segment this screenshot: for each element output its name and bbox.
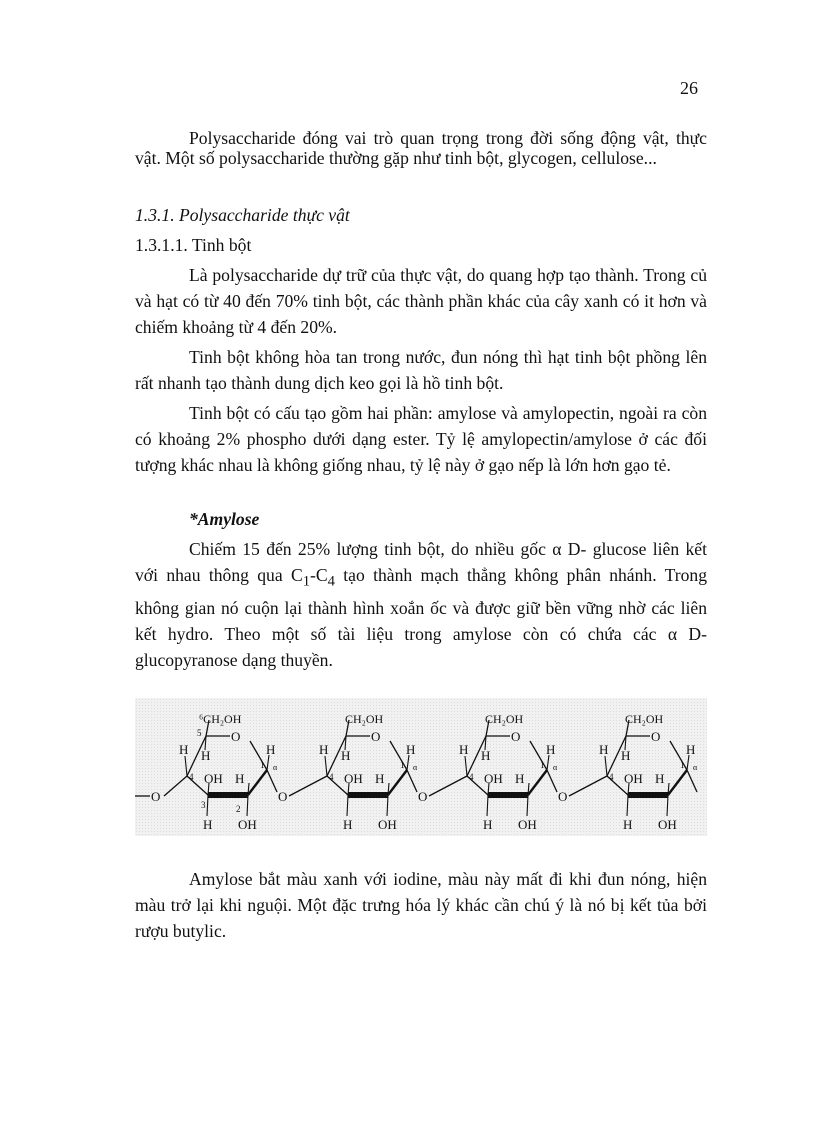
h-label: H [459,742,469,757]
carbon-4-label: 4 [329,772,334,782]
h-label: H [655,771,665,786]
h-label: H [235,771,245,786]
h-label: H [599,742,609,757]
chain-oxygen-label: O [151,789,161,804]
ring-oxygen-label: O [371,729,381,744]
h-label: H [546,742,556,757]
ch2oh-label: CH₂OH [485,712,524,726]
subscript-c1: 1 [302,573,311,590]
oh-label: OH [484,771,503,786]
h-label: H [623,817,633,832]
alpha-label: α [273,763,278,772]
oh-label: OH [344,771,363,786]
h-label: H [343,817,353,832]
glucose-unit-3 [429,712,567,832]
carbon-1-label: 1 [260,760,265,770]
h-label: H [375,771,385,786]
paragraph-iodine: Amylose bắt màu xanh với iodine, màu này mất đi khi đun nóng, hiện màu trở lại khi nguội. Một đặc trưng hóa lý khác cần chú ý là nó bị kết tủa bởi rượu butylic. [135,869,707,941]
h-label: H [483,817,493,832]
amylose-structure-figure [135,698,707,836]
h-label: H [203,817,213,832]
h-label: H [686,742,696,757]
carbon-4-label: 4 [469,772,474,782]
h-label: H [266,742,276,757]
ring-oxygen-label: O [651,729,661,744]
subscript-c4: 4 [327,573,335,590]
h-label: H [481,748,491,763]
oh-label: OH [204,771,223,786]
h-label: H [179,742,189,757]
section-title: 1.3.1. Polysaccharide thực vật [135,205,350,225]
amylose-heading: *Amylose [189,509,260,529]
glycosidic-oxygen-label: O [418,789,428,804]
ring-oxygen-label: O [231,729,241,744]
oh-label: OH [378,817,397,832]
h-label: H [319,742,329,757]
h-label: H [515,771,525,786]
subsection-title: 1.3.1.1. Tinh bột [135,235,252,255]
amylose-chain-diagram [135,698,707,836]
ch2oh-label: CH₂OH [625,712,664,726]
oh-label: OH [624,771,643,786]
carbon-1-label: 1 [400,760,405,770]
carbon-1-label: 1 [680,760,685,770]
paragraph-solubility: Tinh bột không hòa tan trong nước, đun nóng thì hạt tinh bột phồng lên rất nhanh tạo thành dung dịch keo gọi là hồ tinh bột. [135,347,707,393]
page-number: 26 [680,78,698,98]
h-label: H [621,748,631,763]
oh-label: OH [518,817,537,832]
paragraph-composition: Tinh bột có cấu tạo gồm hai phần: amylose và amylopectin, ngoài ra còn có khoảng 2% phospho dưới dạng ester. Tỷ lệ amylopectin/amylose ở các đối tượng khác nhau là không giống nhau, tỷ lệ này ở gạo nếp là lớn hơn gạo tẻ. [135,403,707,475]
glucose-unit-1 [179,712,287,832]
h-label: H [406,742,416,757]
intro-paragraph: Polysaccharide đóng vai trò quan trọng trong đời sống động vật, thực vật. Một số polysaccharide thường gặp như tinh bột, glycogen, cellulose... [135,128,707,168]
paragraph-storage: Là polysaccharide dự trữ của thực vật, do quang hợp tạo thành. Trong củ và hạt có từ 40 đến 70% tinh bột, các thành phần khác của cây xanh có it hơn và chiếm khoảng từ 4 đến 20%. [135,265,707,337]
glucose-unit-2 [289,712,427,832]
carbon-5-label: 5 [197,728,202,738]
h-label: H [201,748,211,763]
alpha-label: α [553,763,558,772]
carbon-2-label: 2 [236,804,241,814]
carbon-4-label: 4 [609,772,614,782]
carbon-4-label: 4 [189,772,194,782]
glucose-unit-4 [569,712,698,832]
glycosidic-oxygen-label: O [278,789,288,804]
oh-label: OH [238,817,257,832]
glycosidic-oxygen-label: O [558,789,568,804]
ch2oh-label: CH₂OH [345,712,384,726]
h-label: H [341,748,351,763]
carbon-3-label: 3 [201,800,206,810]
alpha-label: α [413,763,418,772]
paragraph-amylose: Chiếm 15 đến 25% lượng tinh bột, do nhiều gốc α D- glucose liên kết với nhau thông qua $C_1-C_4$ tạo thành mạch thẳng không phân nhánh. Trong không gian nó cuộn lại thành hình xoắn ốc và được giữ bền vững nhờ các liên kết hydro. Theo một số tài liệu trong amylose còn có chứa các α D- glucopyranose dạng thuyền. [135,539,707,670]
oh-label: OH [658,817,677,832]
ring-oxygen-label: O [511,729,521,744]
alpha-label: α [693,763,698,772]
carbon-1-label: 1 [540,760,545,770]
ch2oh-label: ⁶CH₂OH [199,712,242,726]
